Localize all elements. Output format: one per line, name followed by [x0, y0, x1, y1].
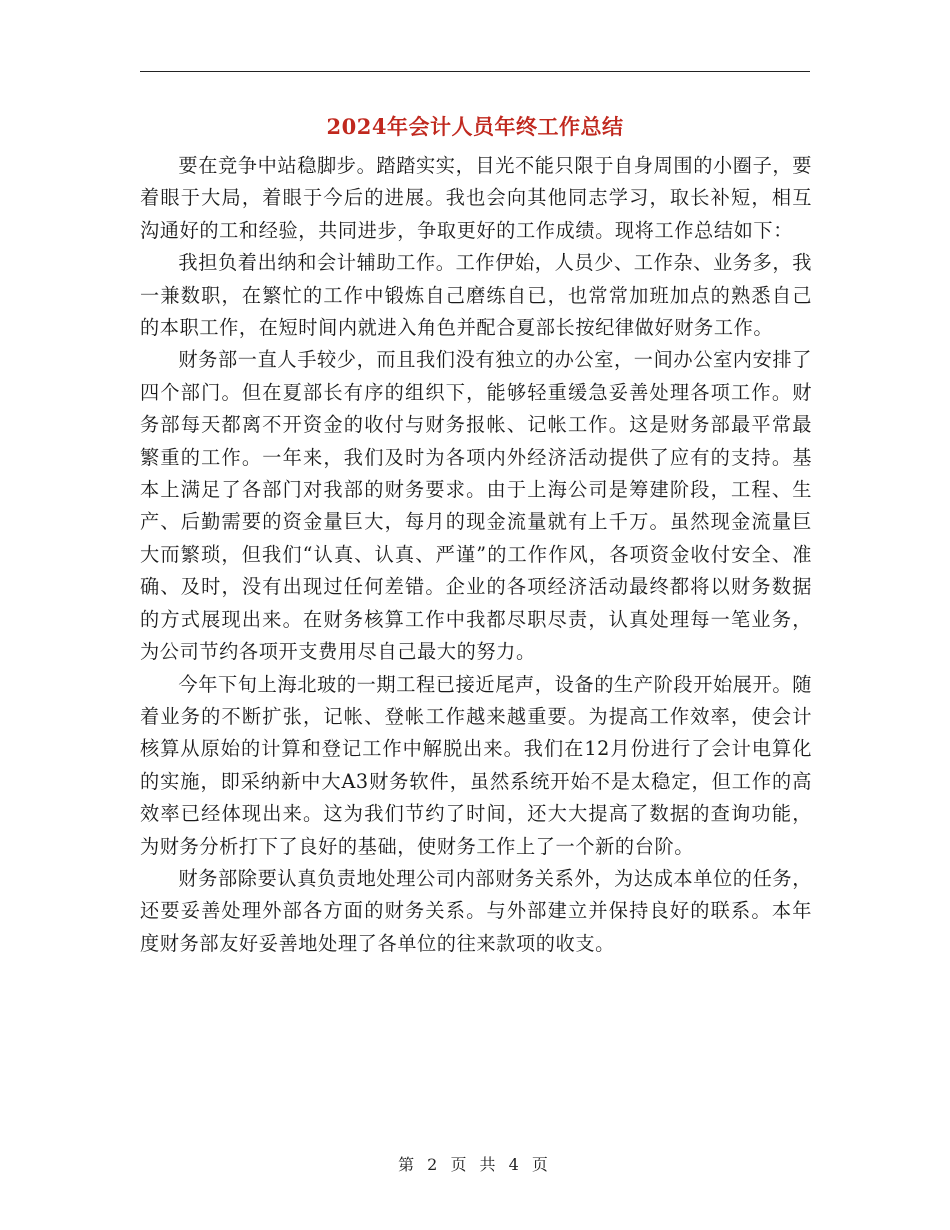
paragraph-finance-department: 财务部一直人手较少，而且我们没有独立的办公室，一间办公室内安排了四个部门。但在夏部长有序的组织下，能够轻重缓急妥善处理各项工作。财务部每天都离不开资金的收付与财务报帐、记帐工作。这是财务部最平常最繁重的工作。一年来，我们及时为各项内外经济活动提供了应有的支持。基本上满足了各部门对我部的财务要求。由于上海公司是筹建阶段，工程、生产、后勤需要的资金量巨大，每月的现金流量就有上千万。虽然现金流量巨大而繁琐，但我们“认真、认真、严谨”的工作作风，各项资金收付安全、准确、及时，没有出现过任何差错。企业的各项经济活动最终都将以财务数据的方式展现出来。在财务核算工作中我都尽职尽责，认真处理每一笔业务，为公司节约各项开支费用尽自己最大的努力。 [140, 348, 812, 664]
document-title: 2024年会计人员年终工作总结 [326, 114, 624, 139]
paragraph-intro: 要在竞争中站稳脚步。踏踏实实，目光不能只限于自身周围的小圈子，要着眼于大局，着眼于今后的进展。我也会向其他同志学习，取长补短，相互沟通好的工和经验，共同进步，争取更好的工作成绩。现将工作总结如下： [140, 154, 812, 242]
paragraph-computerization: 今年下旬上海北玻的一期工程已接近尾声，设备的生产阶段开始展开。随着业务的不断扩张，记帐、登帐工作越来越重要。为提高工作效率，使会计核算从原始的计算和登记工作中解脱出来。我们在12月份进行了会计电算化的实施，即采纳新中大A3财务软件，虽然系统开始不是太稳定，但工作的高效率已经体现出来。这为我们节约了时间，还大大提高了数据的查询功能，为财务分析打下了良好的基础，使财务工作上了一个新的台阶。 [140, 672, 812, 858]
header-rule [140, 71, 810, 72]
paragraph-duties: 我担负着出纳和会计辅助工作。工作伊始，人员少、工作杂、业务多，我一兼数职，在繁忙的工作中锻炼自己磨练自已，也常常加班加点的熟悉自己的本职工作，在短时间内就进入角色并配合夏部长按纪律做好财务工作。 [140, 251, 812, 340]
document-body [140, 150, 812, 960]
paragraph-external-relations: 财务部除要认真负责地处理公司内部财务关系外，为达成本单位的任务，还要妥善处理外部各方面的财务关系。与外部建立并保持良好的联系。本年度财务部友好妥善地处理了各单位的往来款项的收支。 [140, 866, 812, 955]
page-footer: 第 2 页 共 4 页 [398, 1155, 552, 1174]
